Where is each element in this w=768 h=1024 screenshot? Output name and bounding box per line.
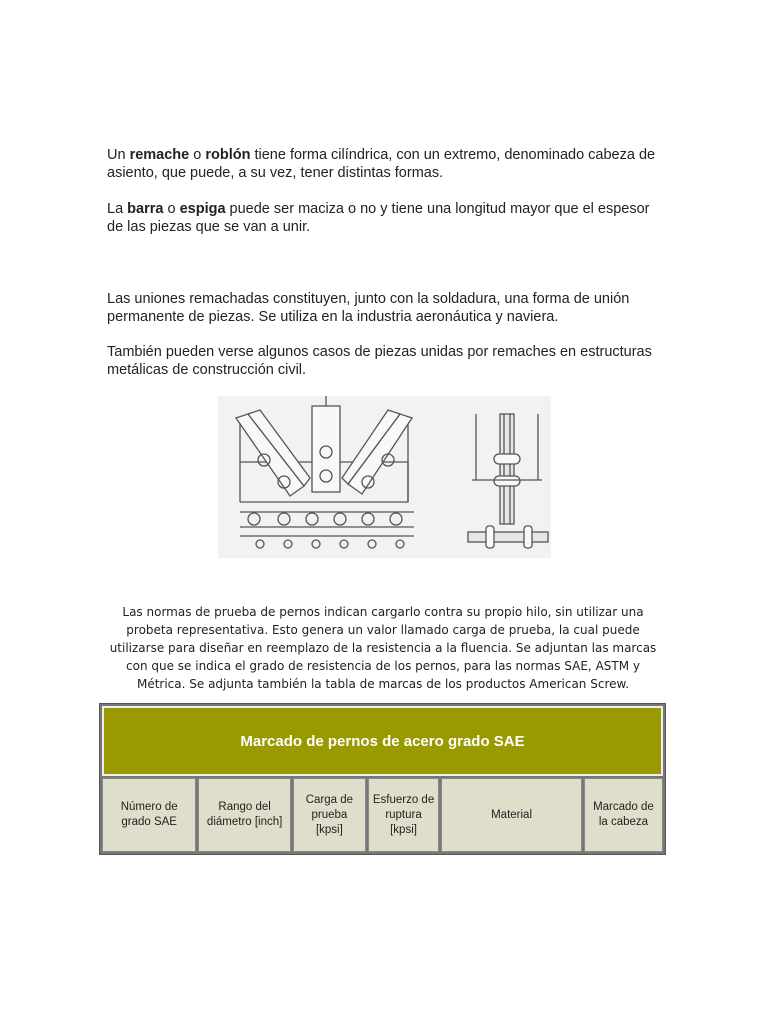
- header-esfuerzo: Esfuerzo de ruptura [kpsi]: [368, 778, 439, 852]
- term-barra: barra: [127, 201, 164, 217]
- table-title-row: [102, 706, 663, 776]
- paragraph-barra: La barra o espiga puede ser maciza o no y tiene una longitud mayor que el espesor de las piezas que se van a unir.: [107, 201, 650, 235]
- paragraph-uniones: Las uniones remachadas constituyen, junto con la soldadura, una forma de unión permanente de piezas. Se utiliza en la industria aeronáutica y naviera.: [107, 291, 630, 325]
- riveted-joints-figure: [218, 396, 551, 558]
- header-marcado: Marcado de la cabeza: [584, 778, 663, 852]
- header-grado: Número de grado SAE: [102, 778, 196, 852]
- header-material: Material: [441, 778, 582, 852]
- header-carga: Carga de prueba [kpsi]: [293, 778, 366, 852]
- paragraph-remache: Un remache o roblón tiene forma cilíndrica, con un extremo, denominado cabeza de asiento, que puede, a su vez, tener distintas formas.: [107, 147, 656, 181]
- term-roblon: roblón: [205, 147, 251, 163]
- paragraph-normas: Las normas de prueba de pernos indican cargarlo contra su propio hilo, sin utilizar una probeta representativa. Esto genera un valor llamado carga de prueba, la cual puede utilizarse para diseñar en reemplazo de la resistencia a la fluencia. Se adjuntan las marcas con que se indica el grado de resistencia de los pernos, para las normas SAE, ASTM y Métrica. Se adjunta también la tabla de marcas de los productos American Screw.: [109, 605, 657, 691]
- term-espiga: espiga: [179, 201, 226, 217]
- paragraph-estructuras: También pueden verse algunos casos de piezas unidas por remaches en estructuras metálicas de construcción civil.: [107, 344, 652, 378]
- header-diametro: Rango del diámetro [inch]: [198, 778, 291, 852]
- term-remache: remache: [129, 147, 190, 163]
- table-header-row: [102, 778, 663, 852]
- sae-bolt-grade-table: [99, 703, 666, 855]
- table-title: Marcado de pernos de acero grado SAE: [102, 706, 663, 776]
